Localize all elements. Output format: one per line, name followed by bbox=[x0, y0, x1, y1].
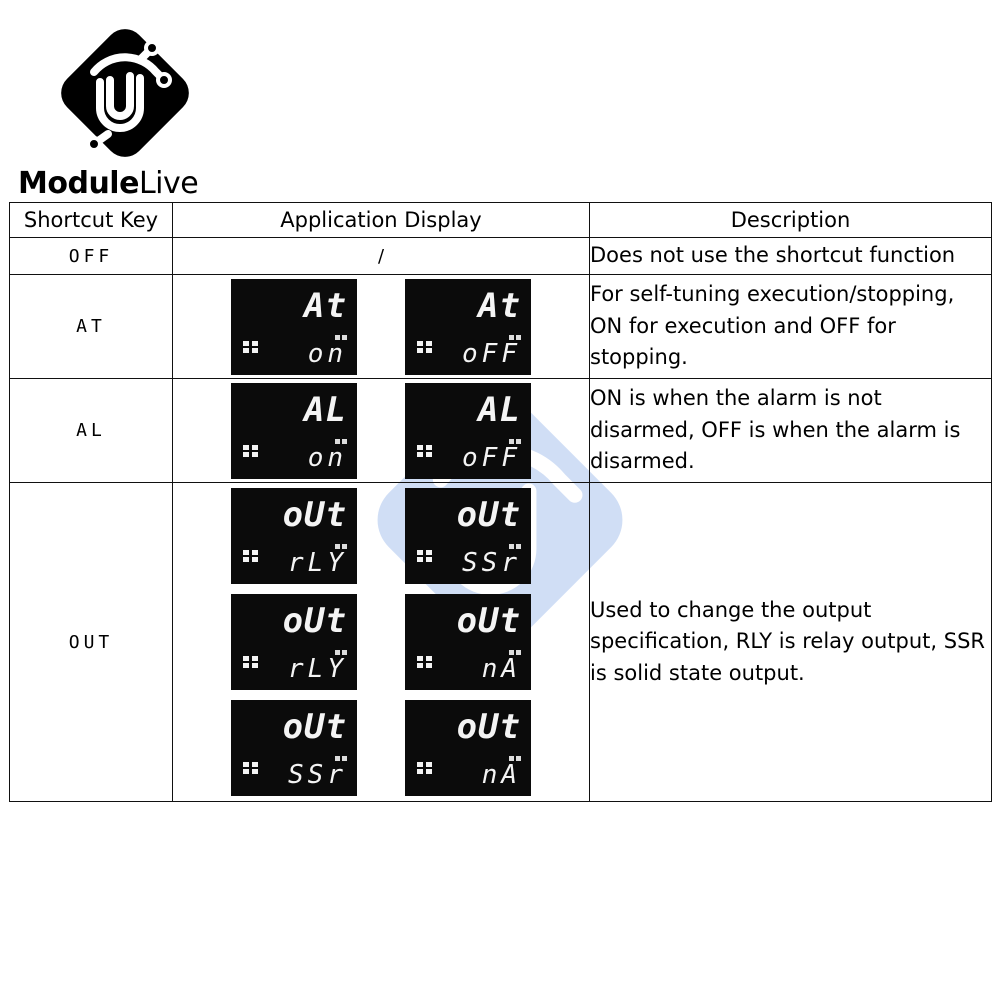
lcd-top-text: AL bbox=[304, 389, 347, 430]
lcd-bottom-text: on bbox=[307, 442, 347, 473]
lcd-indicator-dots-icon bbox=[243, 445, 259, 457]
lcd-indicator-dots-icon bbox=[417, 550, 433, 562]
brand-name-live: Live bbox=[138, 166, 199, 201]
header-application-display: Application Display bbox=[173, 203, 590, 238]
lcd-bottom-text: nA bbox=[481, 654, 521, 684]
key-cell: AT bbox=[10, 275, 173, 379]
lcd-top-text: oUt bbox=[282, 495, 347, 535]
lcd-bottom-text: rLY bbox=[288, 654, 347, 684]
lcd-top-text: oUt bbox=[282, 601, 347, 641]
lcd-bottom-text: SSr bbox=[462, 548, 521, 578]
key-cell: OUT bbox=[10, 483, 173, 802]
display-cell bbox=[173, 379, 590, 483]
lcd-panel bbox=[231, 488, 357, 584]
shortcut-key-table bbox=[9, 202, 992, 802]
lcd-indicator-dots-icon bbox=[243, 762, 259, 774]
module-live-logo-icon bbox=[52, 20, 198, 166]
lcd-panel bbox=[405, 700, 531, 796]
table-row-at bbox=[10, 275, 992, 379]
lcd-unit-indicator bbox=[333, 534, 347, 539]
lcd-unit-indicator bbox=[507, 325, 521, 330]
lcd-bottom-text: SSr bbox=[288, 760, 347, 790]
lcd-panel bbox=[231, 279, 357, 375]
lcd-bottom-text: oFF bbox=[462, 338, 521, 369]
display-cell bbox=[173, 483, 590, 802]
lcd-top-text: oUt bbox=[456, 707, 521, 747]
lcd-panel bbox=[405, 488, 531, 584]
brand-logo bbox=[18, 20, 208, 202]
display-none: / bbox=[377, 245, 385, 267]
lcd-panel bbox=[405, 279, 531, 375]
lcd-panel bbox=[231, 700, 357, 796]
description-cell: ON is when the alarm is not disarmed, OFF is when the alarm is disarmed. bbox=[590, 379, 992, 483]
lcd-indicator-dots-icon bbox=[243, 550, 259, 562]
table-row-al bbox=[10, 379, 992, 483]
lcd-bottom-text: rLY bbox=[288, 548, 347, 578]
lcd-top-text: oUt bbox=[456, 601, 521, 641]
display-cell bbox=[173, 238, 590, 275]
description-cell: For self-tuning execution/stopping, ON for execution and OFF for stopping. bbox=[590, 275, 992, 379]
key-cell: OFF bbox=[10, 238, 173, 275]
header-shortcut-key: Shortcut Key bbox=[10, 203, 173, 238]
lcd-unit-indicator bbox=[333, 325, 347, 330]
key-cell: AL bbox=[10, 379, 173, 483]
table-header-row bbox=[10, 203, 992, 238]
lcd-indicator-dots-icon bbox=[243, 656, 259, 668]
lcd-top-text: oUt bbox=[282, 707, 347, 747]
brand-wordmark bbox=[18, 166, 198, 201]
brand-name-module: Module bbox=[18, 166, 139, 201]
lcd-indicator-dots-icon bbox=[417, 656, 433, 668]
lcd-unit-indicator bbox=[333, 429, 347, 434]
lcd-unit-indicator bbox=[507, 534, 521, 539]
lcd-bottom-text: on bbox=[307, 338, 347, 369]
lcd-unit-indicator bbox=[507, 429, 521, 434]
lcd-bottom-text: oFF bbox=[462, 442, 521, 473]
lcd-indicator-dots-icon bbox=[417, 762, 433, 774]
lcd-panel bbox=[405, 594, 531, 690]
lcd-top-text: oUt bbox=[456, 495, 521, 535]
lcd-indicator-dots-icon bbox=[417, 445, 433, 457]
lcd-bottom-text: nA bbox=[481, 760, 521, 790]
lcd-top-text: At bbox=[478, 285, 521, 326]
lcd-unit-indicator bbox=[333, 746, 347, 751]
lcd-unit-indicator bbox=[333, 640, 347, 645]
display-cell bbox=[173, 275, 590, 379]
description-cell: Does not use the shortcut function bbox=[590, 238, 992, 275]
lcd-indicator-dots-icon bbox=[417, 341, 433, 353]
header-description: Description bbox=[590, 203, 992, 238]
description-cell: Used to change the output specification, RLY is relay output, SSR is solid state output. bbox=[590, 483, 992, 802]
lcd-panel bbox=[231, 594, 357, 690]
table-row-out bbox=[10, 483, 992, 802]
lcd-indicator-dots-icon bbox=[243, 341, 259, 353]
lcd-unit-indicator bbox=[507, 640, 521, 645]
lcd-top-text: At bbox=[304, 285, 347, 326]
table-row-off bbox=[10, 238, 992, 275]
lcd-unit-indicator bbox=[507, 746, 521, 751]
lcd-panel bbox=[231, 383, 357, 479]
lcd-top-text: AL bbox=[478, 389, 521, 430]
lcd-panel bbox=[405, 383, 531, 479]
